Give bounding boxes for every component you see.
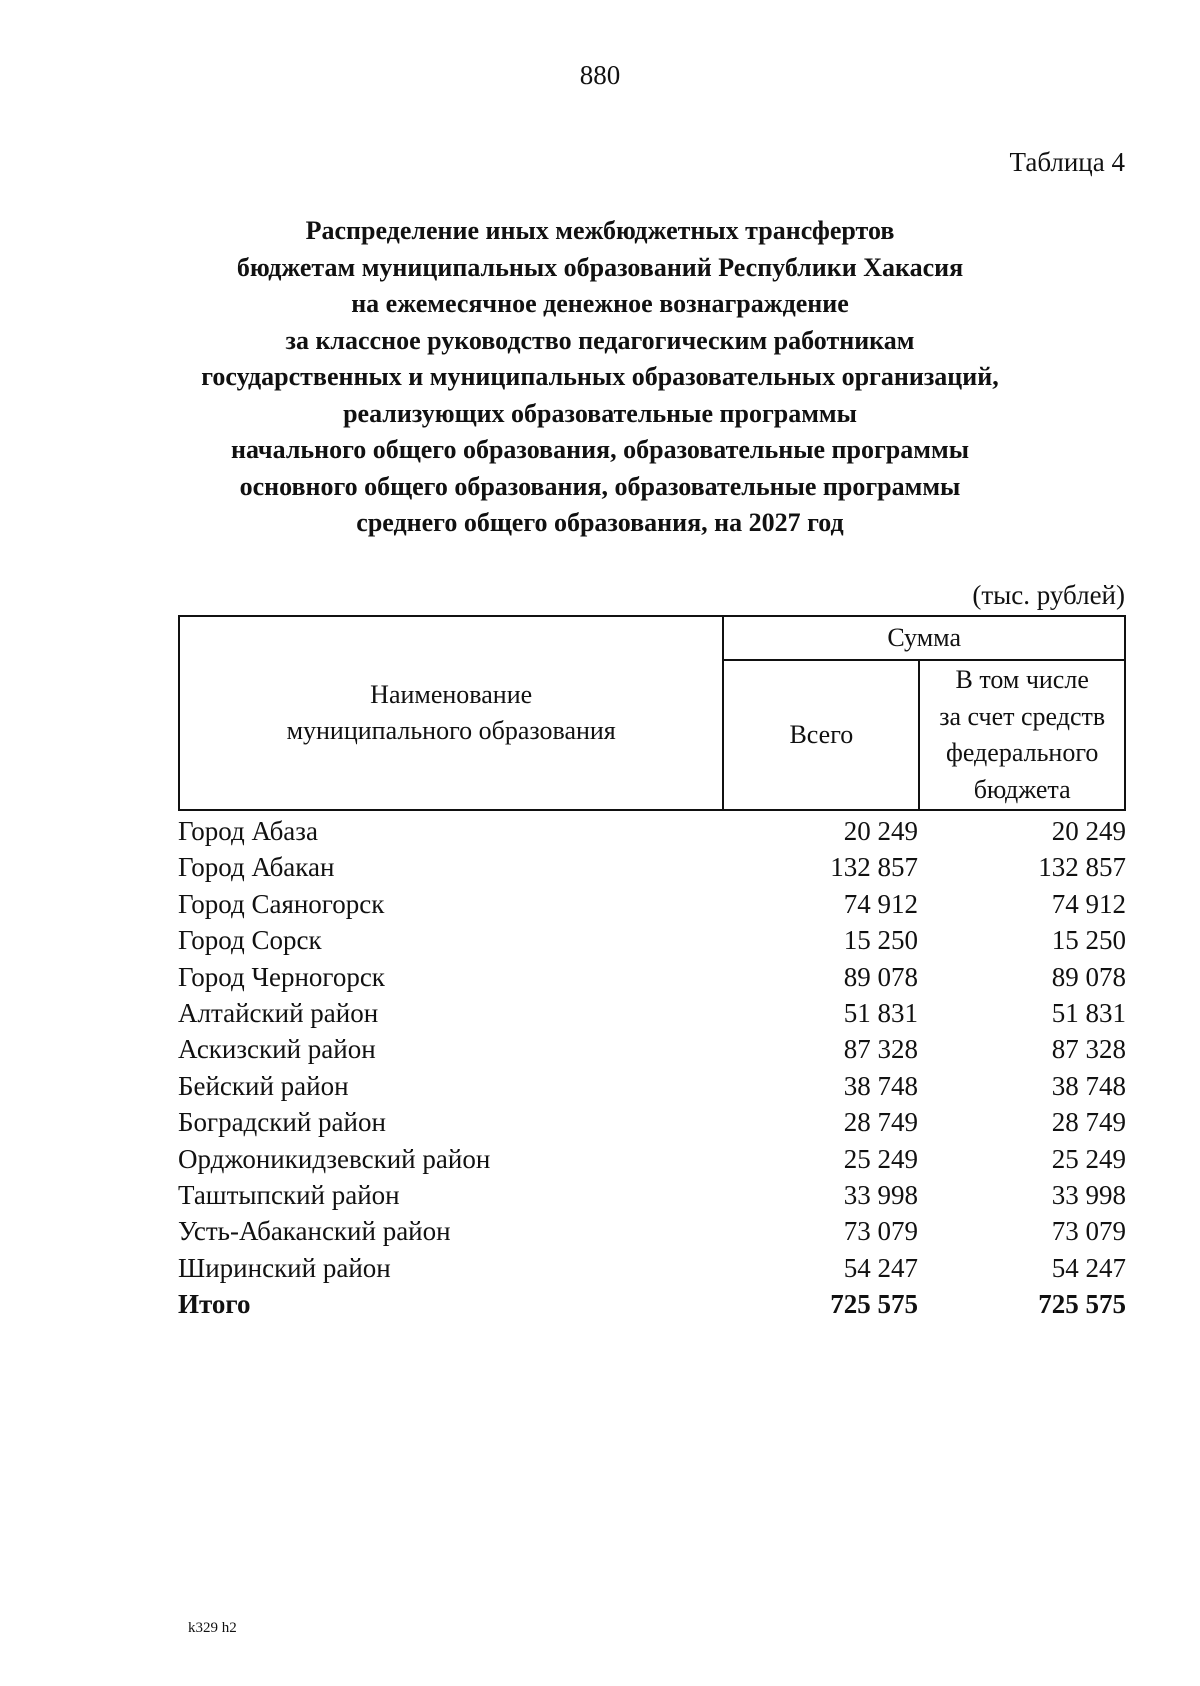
table-row	[178, 849, 1126, 885]
table-row	[178, 1031, 1126, 1067]
row-federal: 38 748	[1051, 1070, 1126, 1101]
table-row	[178, 886, 1126, 922]
row-total: 89 078	[843, 961, 918, 992]
row-name: Алтайский район	[178, 997, 379, 1028]
units-label: (тыс. рублей)	[972, 580, 1125, 610]
table-row	[178, 922, 1126, 958]
row-name: Ширинский район	[178, 1252, 391, 1283]
row-name: Усть-Абаканский район	[178, 1216, 451, 1247]
title-line: реализующих образовательные программы	[343, 398, 857, 428]
header-federal-line2: за счет средств	[939, 701, 1106, 731]
table-row	[178, 1213, 1126, 1249]
header-municipality	[179, 616, 723, 810]
row-federal: 54 247	[1051, 1252, 1126, 1283]
row-federal: 51 831	[1051, 997, 1126, 1028]
header-municipality-line2: муниципального образования	[286, 716, 616, 745]
row-federal: 20 249	[1051, 816, 1126, 846]
total-row-name: Итого	[178, 1289, 251, 1320]
row-federal: 15 250	[1051, 925, 1126, 956]
header-federal	[919, 660, 1125, 810]
row-name: Таштыпский район	[178, 1179, 400, 1210]
row-total: 33 998	[843, 1179, 918, 1210]
row-total: 54 247	[843, 1252, 918, 1283]
header-federal-line4: бюджета	[973, 774, 1071, 804]
footer-code: k329 h2	[188, 1620, 237, 1636]
row-total: 87 328	[843, 1034, 918, 1065]
table-total-row	[178, 1286, 1126, 1322]
page-number: 880	[579, 60, 621, 90]
title-line: бюджетам муниципальных образований Республики Хакасия	[236, 252, 964, 282]
header-federal-line1: В том числе	[955, 665, 1089, 694]
row-total: 73 079	[843, 1216, 918, 1247]
table-row	[178, 1141, 1126, 1177]
header-sum: Сумма	[723, 616, 1125, 660]
row-total: 38 748	[843, 1070, 918, 1101]
title-line: на ежемесячное денежное вознаграждение	[351, 289, 849, 318]
table-caption: Таблица 4	[1009, 147, 1125, 177]
row-name: Боградский район	[178, 1107, 386, 1138]
table-row	[178, 813, 1126, 849]
row-federal: 28 749	[1051, 1107, 1126, 1138]
table-header	[178, 615, 1126, 811]
row-total: 28 749	[843, 1107, 918, 1138]
row-name: Город Сорск	[178, 925, 322, 956]
title-line: основного общего образования, образовательные программы	[239, 471, 961, 501]
table-row	[178, 1104, 1126, 1140]
row-federal: 132 857	[1038, 852, 1126, 883]
title-line: Распределение иных межбюджетных трансфертов	[305, 216, 895, 245]
row-name: Город Абакан	[178, 852, 335, 883]
row-federal: 74 912	[1051, 888, 1126, 919]
title-line: начального общего образования, образовательные программы	[230, 435, 969, 464]
row-federal: 73 079	[1051, 1216, 1126, 1247]
total-row-federal: 725 575	[1038, 1289, 1126, 1320]
row-federal: 33 998	[1051, 1179, 1126, 1210]
header-federal-line3: федерального	[946, 738, 1099, 767]
row-total: 74 912	[843, 888, 918, 919]
total-row-total: 725 575	[830, 1289, 918, 1320]
table-row	[178, 995, 1126, 1031]
table-row	[178, 1068, 1126, 1104]
row-total: 20 249	[843, 816, 918, 846]
table-body	[178, 813, 1126, 1322]
header-municipality-line1: Наименование	[370, 680, 533, 709]
row-federal: 87 328	[1051, 1034, 1126, 1065]
title-line: среднего общего образования, на 2027 год	[356, 508, 844, 537]
row-name: Орджоникидзевский район	[178, 1143, 491, 1174]
title-line: за классное руководство педагогическим работникам	[285, 325, 915, 355]
row-total: 15 250	[843, 925, 918, 956]
row-federal: 25 249	[1051, 1143, 1126, 1174]
row-federal: 89 078	[1051, 961, 1126, 992]
table-row	[178, 959, 1126, 995]
header-total: Всего	[723, 660, 919, 810]
table-row	[178, 1177, 1126, 1213]
row-total: 51 831	[843, 997, 918, 1028]
table-row	[178, 1250, 1126, 1286]
row-name: Аскизский район	[178, 1034, 376, 1065]
row-total: 132 857	[830, 852, 918, 883]
row-name: Город Черногорск	[178, 961, 385, 992]
row-name: Город Саяногорск	[178, 888, 385, 919]
row-name: Бейский район	[178, 1070, 349, 1101]
row-name: Город Абаза	[178, 816, 318, 846]
row-total: 25 249	[843, 1143, 918, 1174]
document-title	[150, 213, 1050, 542]
title-line: государственных и муниципальных образовательных организаций,	[201, 362, 999, 391]
